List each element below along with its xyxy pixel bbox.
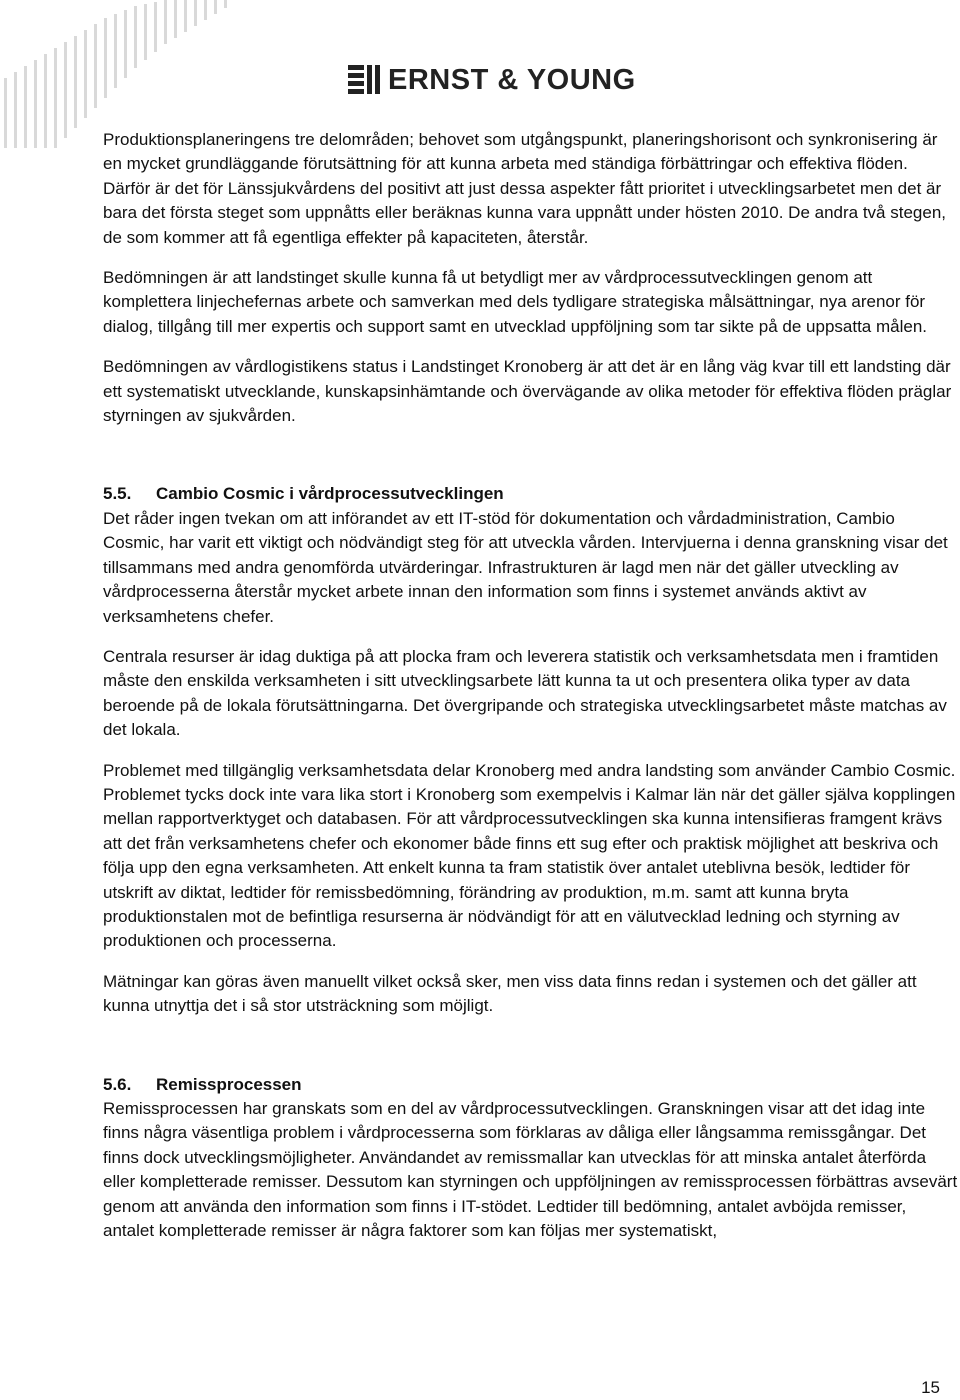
paragraph: Problemet med tillgänglig verksamhetsdata delar Kronoberg med andra landsting som använder Cambio Cosmic. Problemet tycks dock inte vara lika stort i Kronoberg som exempelvis i Kalmar län när det gäller själva kopplingen mellan rapportverktyget och databasen. För att vårdprocessutvecklingen ska kunna intensifieras framgent krävs att det från verksamhetens chefer och ekonomer både finns ett sug efter och praktisk möjlighet att beskriva och följa upp den egna verksamheten. Att enkelt kunna ta fram statistik över antalet uteblivna besök, ledtider för utskrift av diktat, ledtider för remissbedömning, förändring av produktion, m.m. samt att kunna bryta produktionstalen mot de befintliga resurserna är nödvändigt för att en välutvecklad ledning och styrning av produktionen och processerna. [103, 760, 956, 951]
paragraph: Produktionsplaneringens tre delområden; behovet som utgångspunkt, planeringshorisont och synkronisering är en mycket grundläggande förutsättning för att kunna arbeta med ständiga förbättringar och effektiva flöden. Därför är det för Länssjukvårdens del positivt att just dessa aspekter fått prioritet i utvecklingsarbetet men det är bara det första steget som uppnåtts eller beräknas kunna vara uppnått under hösten 2010. De andra två stegen, de som kommer att få egentliga effekter på kapaciteten, återstår. [103, 130, 946, 247]
paragraph: Bedömningen av vårdlogistikens status i Landstinget Kronoberg är att det är en lång väg kvar till ett landsting där ett systematiskt utvecklande, kunskapsinhämtande och övervägande av olika metoder för effektiva flöden präglar styrningen av sjukvården. [103, 357, 952, 426]
logo-wordmark: ERNST & YOUNG [388, 64, 636, 96]
document-body [103, 128, 958, 1259]
section-title: Cambio Cosmic i vårdprocessutvecklingen [156, 484, 504, 504]
section-number: 5.6. [103, 1074, 132, 1094]
section-number: 5.5. [103, 484, 132, 504]
paragraph: Mätningar kan göras även manuellt vilket också sker, men viss data finns redan i systemen och det gäller att kunna utnyttja det i så stor utsträckning som möjligt. [103, 971, 917, 1016]
ey-logo-mark-icon [346, 62, 384, 98]
section-heading-5-6 [103, 1073, 958, 1097]
paragraph: Centrala resurser är idag duktiga på att plocka fram och leverera statistik och verksamhetsdata men i framtiden måste den enskilda verksamheten i sitt utvecklingsarbete lätt kunna ta ut och presentera olika typer av data beroende på de lokala förutsättningarna. Det övergripande och strategiska utvecklingsarbetet måste matchas av det lokala. [103, 646, 947, 740]
section-heading-5-5 [103, 482, 958, 506]
page-number: 15 [921, 1378, 940, 1397]
ernst-young-logo [346, 62, 636, 98]
paragraph: Bedömningen är att landstinget skulle kunna få ut betydligt mer av vårdprocessutvecklingen genom att komplettera linjechefernas arbete och samverkan med dels tydligare strategiska målsättningar, nya arenor för dialog, tillgång till mer expertis och support samt en utvecklad uppföljning som tar sikte på de uppsatta målen. [103, 268, 928, 336]
paragraph: Det råder ingen tvekan om att införandet av ett IT-stöd för dokumentation och vårdadministration, Cambio Cosmic, har varit ett viktigt och nödvändigt steg för att utveckla vården. Intervjuerna i denna granskning visar det tillsammans med andra genomförda utvärderingar. Infrastrukturen är lagd men när det gäller utveckling av vårdprocesserna återstår mycket arbete innan den information som finns i systemet används aktivt av verksamhetens chefer. [103, 508, 948, 626]
section-title: Remissprocessen [156, 1074, 302, 1094]
paragraph: Remissprocessen har granskats som en del av vårdprocessutvecklingen. Granskningen visar att det idag inte finns några väsentliga problem i vårdprocesserna som förklaras av dåliga eller långsamma remissgångar. Det finns dock utvecklingsmöjligheter. Användandet av remissmallar kan utvecklas för att minska antalet återförda eller kompletterade remisser. Dessutom kan styrningen och uppföljningen av remissprocessen förbättras avsevärt genom att använda den information som finns i IT-stödet. Ledtider till bedömning, antalet avböjda remisser, antalet kompletterade remisser är några faktorer som kan följas mer systematiskt, [103, 1099, 958, 1241]
